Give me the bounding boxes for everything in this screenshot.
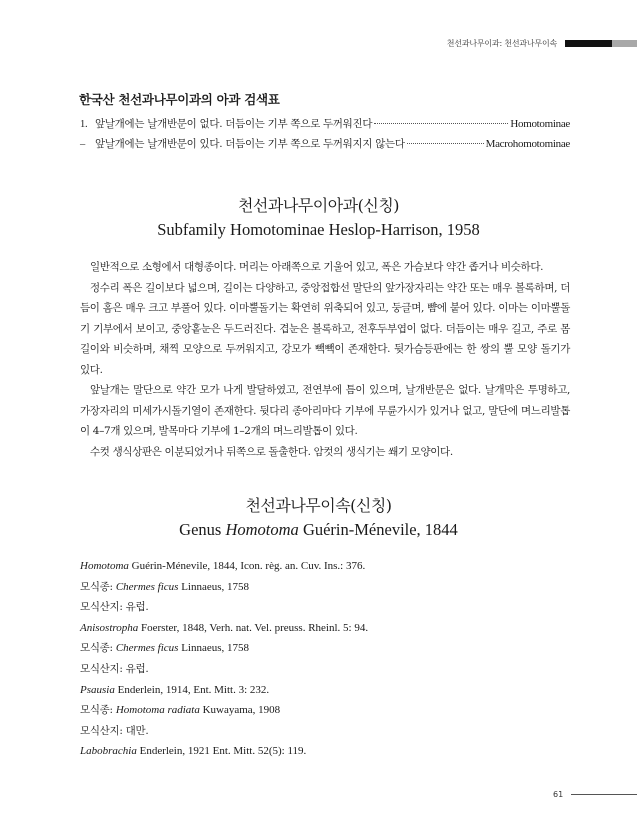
paragraph: 앞날개는 말단으로 약간 모가 나게 발달하였고, 전연부에 틈이 있으며, 날개반문은 없다. 날개막은 투명하고, 가장자리의 미세가시돌기열이 존재한다. 뒷다리 종아리마다 기부에 무륜가시가 있거나 없고, 말단에 며느리발톱이 4–7개 있으며, 발목마다 기부에 1–2개의 며느리발톱이 있다.: [80, 384, 570, 437]
type-locality: 모식산지: 유럽.: [80, 662, 149, 675]
subfamily-title-ko: 천선과나무이아과(신칭): [237, 196, 400, 215]
synonym-citation: [80, 741, 580, 762]
synonym-name: Labobrachia: [80, 745, 137, 758]
genus-title-suffix: Guérin-Ménevile, 1844: [298, 520, 458, 539]
key-row-number: 1.: [80, 119, 88, 130]
citation-text: Enderlein, 1921 Ent. Mitt. 52(5): 119.: [136, 745, 307, 758]
synonym-name: Homotoma: [80, 560, 129, 572]
key-row-2: [80, 136, 570, 151]
running-head-bar-grey: [612, 40, 637, 47]
footer-rule: [571, 794, 637, 795]
key-row-taxon: Macrohomotominae: [485, 138, 570, 150]
subfamily-description: [80, 257, 570, 462]
synonym-name: Psausia: [80, 683, 115, 696]
type-locality: 모식산지: 대만.: [80, 724, 149, 737]
subfamily-heading: [0, 193, 637, 240]
page-number: 61: [553, 790, 564, 799]
key-row-1: [80, 116, 570, 131]
synonym-citation: [80, 618, 580, 639]
type-species-name: Chermes ficus: [115, 642, 179, 655]
genus-heading: [0, 493, 637, 540]
genus-title-prefix: Genus: [179, 520, 226, 539]
genus-title-en: [0, 520, 637, 540]
genus-synonymy-list: [80, 556, 580, 762]
paragraph: 수컷 생식상판은 이분되었거나 뒤쪽으로 돌출한다. 암컷의 생식기는 쐐기 모양이다.: [90, 445, 453, 458]
citation-text: Enderlein, 1914, Ent. Mitt. 3: 232.: [114, 683, 270, 696]
key-row-description: 앞날개에는 날개반문이 없다. 더듬이는 기부 쪽으로 두꺼워진다: [95, 118, 373, 130]
leader-dots: [407, 143, 484, 144]
synonym-citation: [80, 556, 580, 577]
type-species: [80, 700, 580, 721]
type-species-author: Kuwayama, 1908: [199, 704, 281, 717]
genus-title-italic: Homotoma: [225, 520, 299, 539]
genus-title-ko: 천선과나무이속(신칭): [245, 496, 392, 515]
paragraph: 정수리 폭은 길이보다 넓으며, 길이는 다양하고, 중앙접합선 말단의 앞가장자리는 약간 또는 매우 볼록하며, 더듬이 홈은 매우 크고 부풀어 있다. 이마뿔돌기는 확연히 위축되어 있고, 둥글며, 뺨에 붙어 있다. 이마는 이마뿔돌기 기부에서 보이고, 중앙홑눈은 두드러진다. 겹눈은 볼록하고, 전후두부엽이 없다. 더듬이는 매우 길고, 주로 몸 길이와 비슷하며, 채찍 모양으로 두꺼워지고, 강모가 빽빽이 존재한다. 뒷가슴등판에는 한 쌍의 뿔 모양 돌기가 있다.: [80, 281, 570, 376]
key-title: 한국산 천선과나무이과의 아과 검색표: [79, 92, 280, 107]
citation-text: Foerster, 1848, Verh. nat. Vel. preuss. Rheinl. 5: 94.: [138, 621, 369, 634]
page-footer: [553, 790, 637, 799]
key-row-taxon: Homotominae: [510, 118, 570, 130]
type-species: [80, 577, 580, 598]
type-species: [80, 638, 580, 659]
type-species-name: Chermes ficus: [115, 580, 179, 593]
leader-dots: [374, 123, 508, 124]
paragraph: 일반적으로 소형에서 대형종이다. 머리는 아래쪽으로 기울어 있고, 폭은 가슴보다 약간 좁거나 비슷하다.: [90, 261, 544, 273]
type-species-author: Linnaeus, 1758: [178, 642, 250, 655]
key-row-description: 앞날개에는 날개반문이 있다. 더듬이는 기부 쪽으로 두꺼워지지 않는다: [95, 138, 405, 150]
type-species-label: 모식종:: [80, 642, 116, 655]
running-head: [447, 37, 637, 49]
running-head-text: 천선과나무이과: 천선과나무이속: [446, 38, 557, 48]
type-species-label: 모식종:: [80, 704, 116, 717]
type-species-label: 모식종:: [80, 580, 116, 593]
type-species-name: Homotoma radiata: [115, 704, 200, 717]
subfamily-title-en: Subfamily Homotominae Heslop-Harrison, 1958: [157, 220, 480, 239]
synonym-name: Anisostropha: [80, 621, 139, 634]
type-locality: 모식산지: 유럽.: [80, 601, 149, 614]
running-head-bar-black: [565, 40, 612, 47]
synonym-citation: [80, 680, 580, 701]
citation-text: Guérin-Ménevile, 1844, Icon. règ. an. Cuv. Ins.: 376.: [128, 560, 366, 572]
type-species-author: Linnaeus, 1758: [178, 580, 250, 593]
key-row-number: –: [80, 139, 85, 150]
